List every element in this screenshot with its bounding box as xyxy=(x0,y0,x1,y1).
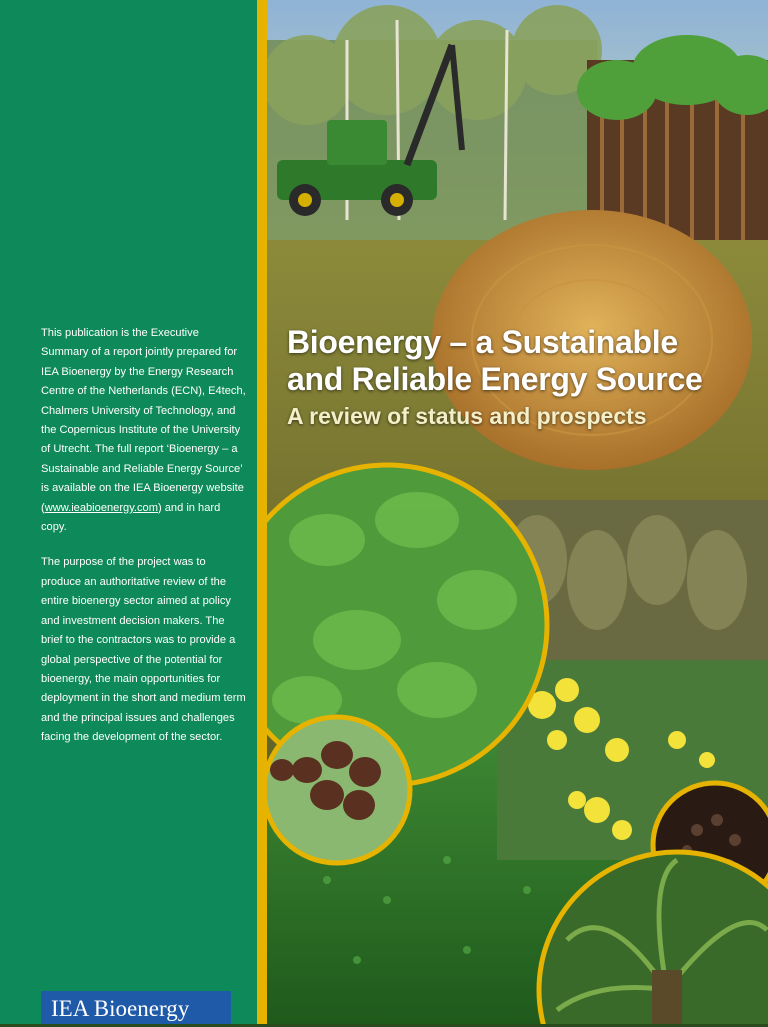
intro-paragraph-2: The purpose of the project was to produce an authoritative review of the entire bioenergy sector aimed at policy and investment decision makers. The brief to the contractors was to provide a global perspective of the potential for bioenergy, the main opportunities for deployment in the short and medium term and the principal issues and challenges facing the development of the sector. xyxy=(41,556,246,744)
intro-text xyxy=(41,324,246,764)
cover-title xyxy=(287,324,757,398)
seed-pods-circle xyxy=(267,717,410,863)
cover-subtitle: A review of status and prospects xyxy=(287,403,647,429)
cover-title-block xyxy=(287,324,757,432)
cover-title-line-2: and Reliable Energy Source xyxy=(287,361,703,397)
iea-bioenergy-logo: IEA Bioenergy xyxy=(41,991,231,1024)
cover-photo-collage xyxy=(267,0,768,1024)
website-link[interactable]: www.ieabioenergy.com xyxy=(44,501,158,514)
cover-title-line-1: Bioenergy – a Sustainable xyxy=(287,324,678,360)
collage-illustration xyxy=(267,0,768,1024)
intro-paragraph-1: This publication is the Executive Summary of a report jointly prepared for IEA Bioenergy by the Energy Research Centre of the Netherlands (ECN), E4tech, Chalmers University of Technology, and the Copernicus Institute of the University of Utrecht. The full report ‘Bioenergy – a Sustainable and Reliable Energy Source’ is available on the IEA Bioenergy website (www.ieabioenergy.com) and in hard copy. xyxy=(41,327,246,534)
yellow-divider xyxy=(257,0,267,1024)
